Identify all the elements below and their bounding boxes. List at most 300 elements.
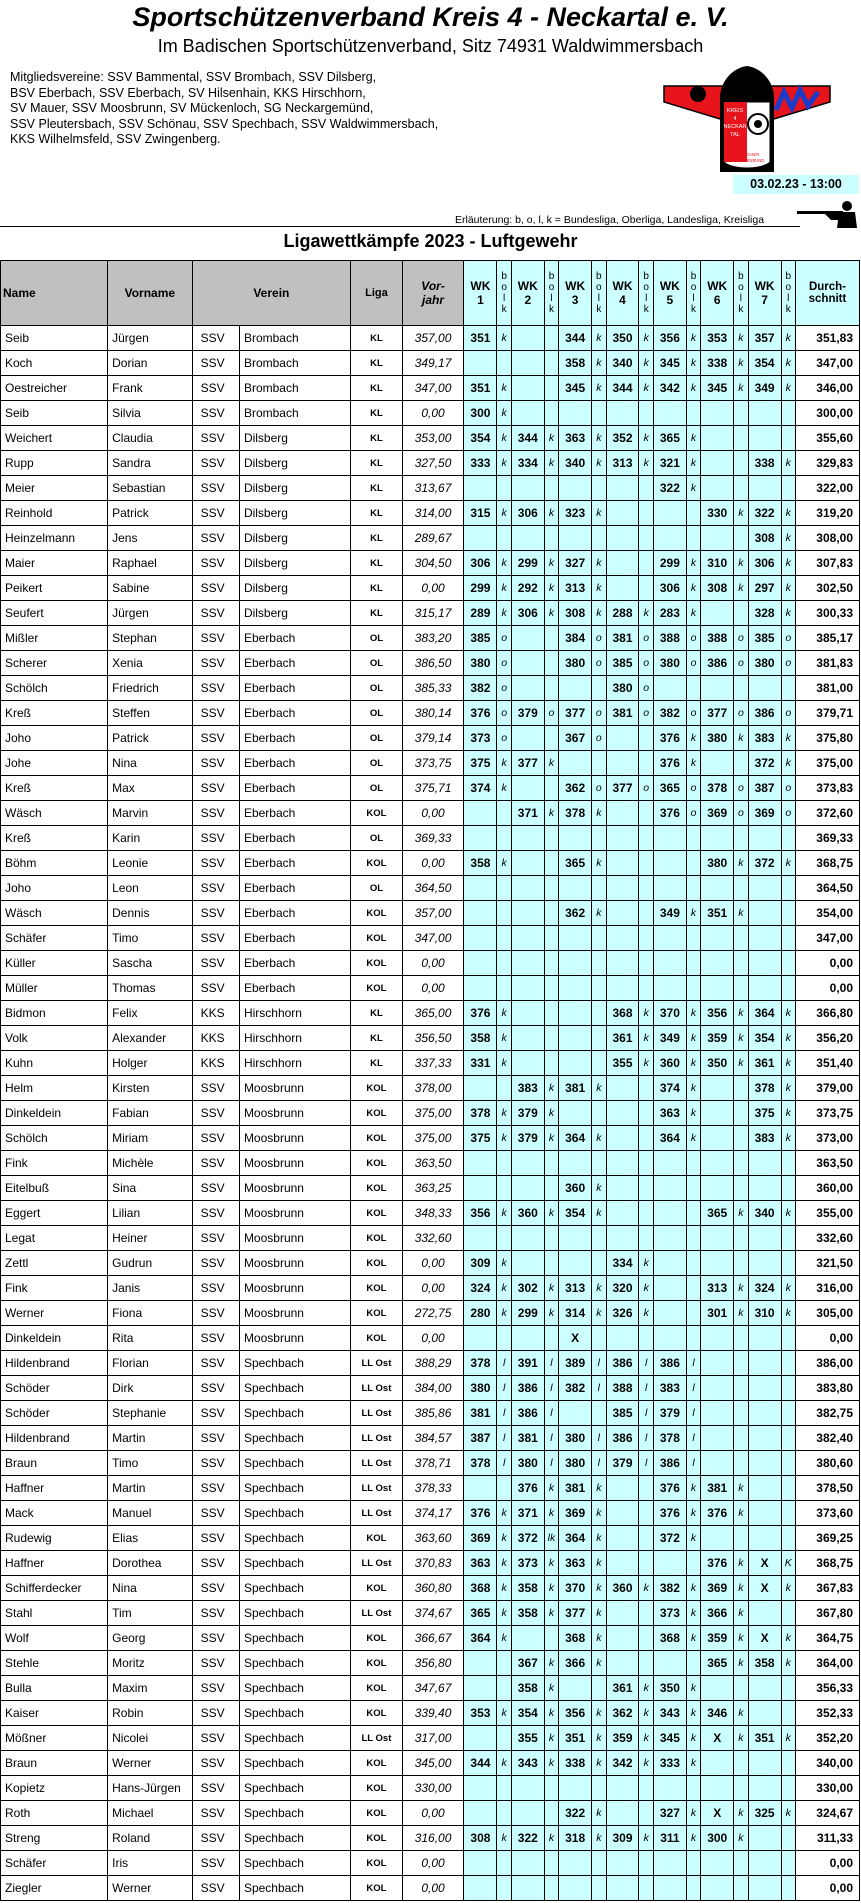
cell-wk-score	[559, 1026, 592, 1051]
cell-wk-league: k	[781, 851, 795, 876]
col-vorjahr	[402, 261, 464, 326]
cell-wk-league: k	[544, 576, 558, 601]
bolk-letter: l	[550, 293, 553, 304]
cell-wk-score	[653, 951, 686, 976]
cell-vorjahr: 357,00	[402, 326, 464, 351]
cell-wk-league: k	[592, 551, 606, 576]
cell-wk-league: o	[781, 701, 795, 726]
cell-wk-league	[781, 1426, 795, 1451]
cell-wk-score: 364	[559, 1526, 592, 1551]
cell-wk-league: k	[686, 726, 700, 751]
cell-wk-score	[559, 951, 592, 976]
cell-wk-league	[497, 1801, 511, 1826]
cell-wk-score: 327	[653, 1801, 686, 1826]
cell-wk-league: k	[639, 1276, 653, 1301]
cell-vorjahr: 347,67	[402, 1676, 464, 1701]
cell-name: Helm	[1, 1076, 108, 1101]
bolk-letter: b	[501, 271, 507, 282]
cell-wk-score	[511, 976, 544, 1001]
bolk-letter: l	[502, 293, 506, 304]
cell-wk-score: 383	[748, 1126, 781, 1151]
cell-club: Moosbrunn	[239, 1276, 350, 1301]
cell-wk-league: k	[781, 1726, 795, 1751]
cell-wk-score: 313	[559, 576, 592, 601]
cell-club-type: KKS	[192, 1026, 239, 1051]
cell-liga: LL Ost	[351, 1726, 402, 1751]
cell-wk-league: k	[781, 451, 795, 476]
cell-wk-score: 321	[653, 451, 686, 476]
cell-vorjahr: 0,00	[402, 401, 464, 426]
cell-club: Spechbach	[239, 1851, 350, 1876]
cell-wk-league: k	[592, 901, 606, 926]
cell-vorjahr: 0,00	[402, 1251, 464, 1276]
cell-wk-league: k	[592, 1176, 606, 1201]
cell-club-type: SSV	[192, 876, 239, 901]
cell-wk-score: 382	[653, 701, 686, 726]
cell-wk-score: 356	[653, 326, 686, 351]
cell-wk-league	[544, 1176, 558, 1201]
cell-wk-league: k	[592, 1126, 606, 1151]
cell-vorjahr: 369,33	[402, 826, 464, 851]
col-wk-league-1	[497, 261, 511, 326]
cell-wk-score	[748, 976, 781, 1001]
cell-wk-score: 358	[464, 851, 497, 876]
cell-vorname: Xenia	[108, 651, 192, 676]
cell-wk-league: k	[544, 1301, 558, 1326]
table-row	[1, 1601, 860, 1626]
cell-wk-score: 368	[606, 1001, 639, 1026]
cell-wk-score	[464, 1726, 497, 1751]
cell-wk-league	[497, 1676, 511, 1701]
cell-wk-score: 345	[653, 1726, 686, 1751]
cell-wk-league	[497, 1876, 511, 1901]
cell-liga: KOL	[351, 1326, 402, 1351]
cell-wk-score	[748, 1151, 781, 1176]
cell-wk-score	[464, 1151, 497, 1176]
cell-wk-league	[781, 1226, 795, 1251]
cell-wk-score: 380	[559, 1426, 592, 1451]
cell-wk-league	[497, 526, 511, 551]
cell-club-type: SSV	[192, 626, 239, 651]
cell-vorjahr: 0,00	[402, 1326, 464, 1351]
cell-wk-score: 386	[511, 1376, 544, 1401]
cell-wk-score: 369	[748, 801, 781, 826]
cell-wk-score: 388	[701, 626, 734, 651]
cell-wk-score	[653, 976, 686, 1001]
cell-wk-score: 292	[511, 576, 544, 601]
cell-vorname: Fabian	[108, 1101, 192, 1126]
cell-club-type: SSV	[192, 676, 239, 701]
cell-wk-league: k	[592, 351, 606, 376]
table-row	[1, 1701, 860, 1726]
cell-wk-league	[639, 1126, 653, 1151]
cell-wk-score: 354	[748, 1026, 781, 1051]
cell-wk-league: o	[497, 626, 511, 651]
cell-vorjahr: 379,14	[402, 726, 464, 751]
cell-wk-score: 349	[748, 376, 781, 401]
cell-wk-league: k	[639, 451, 653, 476]
cell-wk-score	[653, 676, 686, 701]
cell-wk-score: 340	[606, 351, 639, 376]
cell-wk-league: k	[686, 1051, 700, 1076]
cell-vorjahr: 317,00	[402, 1726, 464, 1751]
cell-wk-score	[559, 1226, 592, 1251]
cell-wk-score: 325	[748, 1801, 781, 1826]
cell-wk-score: 333	[653, 1751, 686, 1776]
cell-vorname: Robin	[108, 1701, 192, 1726]
cell-liga: KOL	[351, 1151, 402, 1176]
cell-wk-score: 330	[701, 501, 734, 526]
association-logo	[662, 62, 832, 177]
cell-wk-score	[701, 1451, 734, 1476]
cell-club-type: SSV	[192, 701, 239, 726]
cell-wk-league	[781, 1851, 795, 1876]
cell-wk-league	[639, 1176, 653, 1201]
table-row	[1, 451, 860, 476]
cell-wk-league	[639, 1326, 653, 1351]
cell-liga: OL	[351, 726, 402, 751]
cell-wk-league	[639, 1076, 653, 1101]
cell-vorjahr: 345,00	[402, 1751, 464, 1776]
cell-wk-score: 378	[559, 801, 592, 826]
cell-wk-league: k	[497, 851, 511, 876]
cell-wk-score: 364	[559, 1126, 592, 1151]
cell-durchschnitt: 0,00	[795, 1326, 859, 1351]
cell-wk-score: 380	[559, 651, 592, 676]
cell-wk-score: 283	[653, 601, 686, 626]
cell-wk-league: k	[734, 1701, 748, 1726]
cell-wk-league: k	[686, 1101, 700, 1126]
cell-vorjahr: 380,14	[402, 701, 464, 726]
cell-wk-league	[734, 1101, 748, 1126]
cell-wk-score	[701, 1426, 734, 1451]
cell-wk-league: k	[781, 1001, 795, 1026]
cell-liga: KL	[351, 551, 402, 576]
cell-wk-score: 385	[606, 651, 639, 676]
cell-wk-score	[511, 901, 544, 926]
cell-wk-league: k	[639, 1576, 653, 1601]
cell-name: Haffner	[1, 1476, 108, 1501]
cell-wk-score: 374	[464, 776, 497, 801]
cell-vorname: Hans-Jürgen	[108, 1776, 192, 1801]
cell-wk-league: o	[592, 701, 606, 726]
cell-durchschnitt: 354,00	[795, 901, 859, 926]
table-row	[1, 851, 860, 876]
document-title: Sportschützenverband Kreis 4 - Neckartal e. V.	[132, 2, 729, 32]
cell-wk-score: 289	[464, 601, 497, 626]
cell-club-type: SSV	[192, 1226, 239, 1251]
cell-wk-score: 388	[606, 1376, 639, 1401]
cell-club: Spechbach	[239, 1651, 350, 1676]
cell-name: Hildenbrand	[1, 1351, 108, 1376]
cell-club-type: SSV	[192, 1501, 239, 1526]
cell-vorjahr: 0,00	[402, 976, 464, 1001]
cell-club-type: SSV	[192, 1376, 239, 1401]
cell-wk-score: 386	[606, 1426, 639, 1451]
cell-wk-score: 386	[511, 1401, 544, 1426]
cell-wk-league	[686, 1301, 700, 1326]
cell-club: Moosbrunn	[239, 1076, 350, 1101]
cell-durchschnitt: 324,67	[795, 1801, 859, 1826]
table-row	[1, 376, 860, 401]
cell-wk-score	[606, 1651, 639, 1676]
table-row	[1, 1326, 860, 1351]
cell-club: Spechbach	[239, 1376, 350, 1401]
cell-vorname: Janis	[108, 1276, 192, 1301]
cell-wk-score: X	[748, 1576, 781, 1601]
cell-durchschnitt: 364,00	[795, 1651, 859, 1676]
cell-wk-score: 381	[701, 1476, 734, 1501]
col-wk-league-6	[734, 261, 748, 326]
cell-wk-score: 363	[559, 1551, 592, 1576]
cell-wk-score: 376	[464, 1501, 497, 1526]
cell-vorjahr: 385,86	[402, 1401, 464, 1426]
cell-wk-score: 379	[606, 1451, 639, 1476]
cell-vorname: Jürgen	[108, 601, 192, 626]
cell-wk-score	[606, 876, 639, 901]
cell-wk-league: k	[781, 1051, 795, 1076]
table-row	[1, 676, 860, 701]
cell-wk-league: k	[497, 1751, 511, 1776]
cell-name: Johe	[1, 751, 108, 776]
cell-wk-league: k	[497, 1201, 511, 1226]
cell-durchschnitt: 369,33	[795, 826, 859, 851]
cell-liga: OL	[351, 751, 402, 776]
cell-wk-league: k	[544, 1101, 558, 1126]
table-row	[1, 1651, 860, 1676]
cell-durchschnitt: 0,00	[795, 976, 859, 1001]
cell-durchschnitt: 379,00	[795, 1076, 859, 1101]
cell-club: Spechbach	[239, 1551, 350, 1576]
cell-club: Dilsberg	[239, 476, 350, 501]
cell-durchschnitt: 329,83	[795, 451, 859, 476]
cell-wk-league: k	[734, 1201, 748, 1226]
cell-wk-score	[701, 1226, 734, 1251]
cell-wk-league: k	[544, 426, 558, 451]
cell-wk-score: 369	[559, 1501, 592, 1526]
table-row	[1, 351, 860, 376]
cell-liga: OL	[351, 701, 402, 726]
cell-durchschnitt: 369,25	[795, 1526, 859, 1551]
cell-wk-league: k	[592, 1651, 606, 1676]
cell-wk-score: 381	[559, 1076, 592, 1101]
table-row	[1, 751, 860, 776]
cell-wk-score: 376	[653, 1501, 686, 1526]
bolk-letter: l	[645, 293, 648, 304]
cell-wk-league: k	[734, 1501, 748, 1526]
cell-wk-league: k	[497, 1026, 511, 1051]
cell-wk-score: 310	[748, 1301, 781, 1326]
col-wk-number: 4	[619, 293, 626, 307]
cell-wk-score: 388	[653, 626, 686, 651]
cell-durchschnitt: 340,00	[795, 1751, 859, 1776]
legend-text: Erläuterung: b, o, l, k = Bundesliga, Oberliga, Landesliga, Kreisliga	[455, 214, 765, 226]
cell-wk-league: o	[544, 701, 558, 726]
cell-wk-league: o	[781, 801, 795, 826]
cell-wk-league	[497, 1776, 511, 1801]
table-row	[1, 1876, 860, 1901]
cell-name: Wäsch	[1, 801, 108, 826]
cell-club-type: SSV	[192, 951, 239, 976]
cell-club: Moosbrunn	[239, 1326, 350, 1351]
cell-name: Maier	[1, 551, 108, 576]
col-wk-2	[511, 261, 544, 326]
cell-club-type: SSV	[192, 1701, 239, 1726]
cell-durchschnitt: 379,71	[795, 701, 859, 726]
cell-durchschnitt: 364,50	[795, 876, 859, 901]
cell-club-type: SSV	[192, 926, 239, 951]
cell-name: Wolf	[1, 1626, 108, 1651]
col-wk-6	[701, 261, 734, 326]
col-wk-number: 3	[571, 293, 579, 307]
cell-vorname: Felix	[108, 1001, 192, 1026]
cell-wk-league	[781, 1176, 795, 1201]
cell-wk-score	[511, 1001, 544, 1026]
cell-wk-league	[734, 476, 748, 501]
cell-wk-league: k	[686, 476, 700, 501]
cell-wk-league	[592, 1676, 606, 1701]
table-row	[1, 776, 860, 801]
cell-wk-score: 386	[653, 1451, 686, 1476]
cell-name: Bulla	[1, 1676, 108, 1701]
cell-wk-score	[559, 826, 592, 851]
table-row	[1, 1101, 860, 1126]
cell-vorname: Miriam	[108, 1126, 192, 1151]
cell-wk-league: o	[639, 776, 653, 801]
table-row	[1, 1126, 860, 1151]
table-row	[1, 1376, 860, 1401]
cell-wk-score	[606, 1151, 639, 1176]
cell-name: Dinkeldein	[1, 1326, 108, 1351]
cell-wk-score	[559, 1251, 592, 1276]
cell-wk-score	[653, 1326, 686, 1351]
cell-wk-score: 313	[701, 1276, 734, 1301]
cell-wk-score	[701, 526, 734, 551]
cell-wk-score: 360	[653, 1051, 686, 1076]
cell-wk-league	[639, 1476, 653, 1501]
cell-wk-score: 345	[559, 376, 592, 401]
logo-text: TAL	[730, 132, 740, 138]
cell-wk-score	[511, 776, 544, 801]
cell-liga: KOL	[351, 951, 402, 976]
cell-wk-league	[639, 1651, 653, 1676]
cell-wk-league: k	[592, 1801, 606, 1826]
cell-wk-league: k	[734, 376, 748, 401]
cell-wk-league: k	[781, 576, 795, 601]
cell-wk-league: k	[686, 576, 700, 601]
cell-club: Eberbach	[239, 726, 350, 751]
cell-vorname: Stephanie	[108, 1401, 192, 1426]
cell-wk-score: 369	[464, 1526, 497, 1551]
cell-wk-league: k	[497, 551, 511, 576]
cell-wk-score	[748, 1526, 781, 1551]
cell-vorjahr: 374,67	[402, 1601, 464, 1626]
cell-wk-score: 384	[559, 626, 592, 651]
cell-wk-score	[606, 476, 639, 501]
cell-wk-league	[686, 501, 700, 526]
cell-wk-score	[701, 976, 734, 1001]
bolk-letter: l	[692, 293, 695, 304]
cell-wk-league: o	[734, 626, 748, 651]
cell-club-type: SSV	[192, 351, 239, 376]
bolk-letter: o	[501, 282, 507, 293]
cell-wk-league	[781, 826, 795, 851]
cell-wk-score	[464, 901, 497, 926]
cell-wk-league	[686, 1176, 700, 1201]
cell-wk-score	[511, 951, 544, 976]
cell-durchschnitt: 381,00	[795, 676, 859, 701]
cell-wk-score: 355	[606, 1051, 639, 1076]
cell-vorname: Leon	[108, 876, 192, 901]
cell-durchschnitt: 347,00	[795, 351, 859, 376]
cell-wk-score	[559, 401, 592, 426]
member-clubs-line: SV Mauer, SSV Moosbrunn, SV Mückenloch, SG Neckargemünd,	[10, 101, 374, 115]
table-row	[1, 526, 860, 551]
cell-club: Moosbrunn	[239, 1151, 350, 1176]
cell-wk-league: k	[734, 1276, 748, 1301]
cell-wk-score: 380	[701, 726, 734, 751]
cell-durchschnitt: 375,80	[795, 726, 859, 751]
cell-wk-score	[464, 1226, 497, 1251]
cell-wk-score	[559, 976, 592, 1001]
cell-wk-score	[511, 651, 544, 676]
cell-wk-league	[734, 1126, 748, 1151]
cell-wk-league: k	[497, 1551, 511, 1576]
cell-wk-league: k	[544, 1126, 558, 1151]
cell-club-type: SSV	[192, 851, 239, 876]
cell-wk-score	[559, 1001, 592, 1026]
cell-wk-league	[544, 1251, 558, 1276]
cell-vorjahr: 365,00	[402, 1001, 464, 1026]
cell-wk-league	[544, 826, 558, 851]
cell-wk-score: 385	[464, 626, 497, 651]
cell-wk-score: 364	[748, 1001, 781, 1026]
cell-wk-league: k	[592, 426, 606, 451]
cell-wk-league: k	[734, 1001, 748, 1026]
cell-wk-score	[511, 826, 544, 851]
cell-vorjahr: 332,60	[402, 1226, 464, 1251]
cell-wk-league: k	[639, 1751, 653, 1776]
cell-club-type: SSV	[192, 1826, 239, 1851]
cell-wk-league	[781, 1251, 795, 1276]
cell-wk-score	[464, 1876, 497, 1901]
cell-wk-score: 377	[701, 701, 734, 726]
cell-wk-score: 376	[701, 1501, 734, 1526]
cell-wk-league: k	[497, 1301, 511, 1326]
cell-vorjahr: 363,50	[402, 1151, 464, 1176]
cell-vorjahr: 330,00	[402, 1776, 464, 1801]
cell-club: Brombach	[239, 376, 350, 401]
cell-wk-score	[606, 1076, 639, 1101]
cell-wk-score: 338	[559, 1751, 592, 1776]
cell-wk-score	[464, 526, 497, 551]
cell-wk-score	[511, 326, 544, 351]
cell-club: Eberbach	[239, 851, 350, 876]
cell-club: Eberbach	[239, 801, 350, 826]
cell-wk-score	[653, 1226, 686, 1251]
table-row	[1, 501, 860, 526]
cell-liga: KOL	[351, 1101, 402, 1126]
cell-wk-league: k	[781, 1126, 795, 1151]
cell-wk-league: k	[781, 726, 795, 751]
cell-wk-score: 378	[701, 776, 734, 801]
table-row	[1, 476, 860, 501]
cell-wk-score	[748, 1876, 781, 1901]
cell-wk-league	[639, 876, 653, 901]
cell-wk-league: k	[639, 1251, 653, 1276]
cell-wk-score: 386	[701, 651, 734, 676]
table-row	[1, 576, 860, 601]
